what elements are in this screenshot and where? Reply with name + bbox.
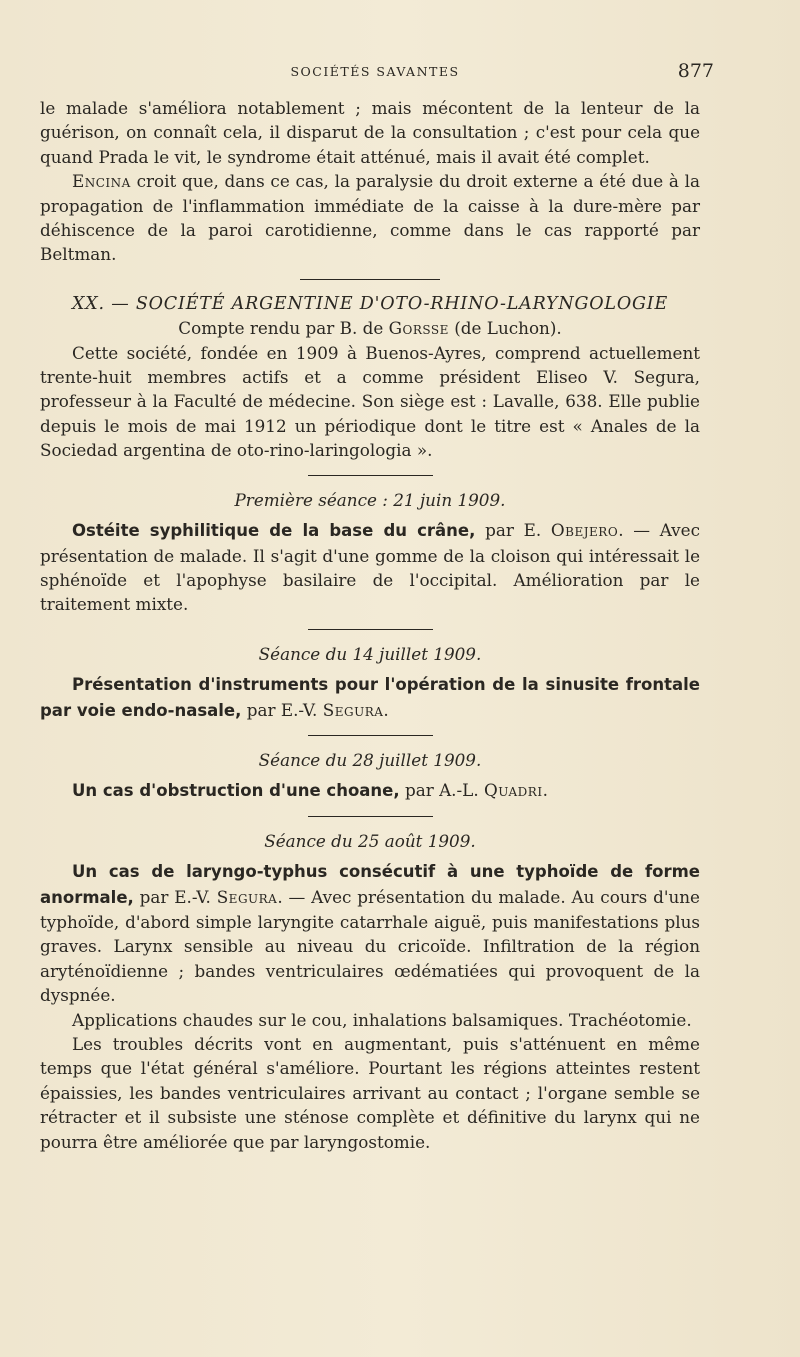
session-entry <box>40 859 700 1007</box>
communication-by: par E.-V. <box>133 886 217 907</box>
divider <box>308 475 433 476</box>
communication-title: Présentation d'instruments pour l'opération de la sinusite frontale par voie endo-nasale, <box>40 675 700 720</box>
divider <box>308 816 433 817</box>
communication-author: Segura <box>322 699 384 720</box>
section-title: XX. — SOCIÉTÉ ARGENTINE D'OTO-RHINO-LARYNGOLOGIE <box>71 293 669 314</box>
communication-author: Segura <box>216 886 278 907</box>
communication-text: . <box>542 780 548 801</box>
communication-text: . <box>383 699 389 720</box>
session-entry <box>40 518 700 617</box>
divider <box>308 735 433 736</box>
session-paragraph: Applications chaudes sur le cou, inhalations balsamiques. Trachéotomie. <box>72 1009 692 1030</box>
byline-suffix: (de Luchon). <box>448 318 562 339</box>
communication-text: . — Avec présentation du malade. Au cours d'une typhoïde, d'abord simple laryngite catarrhale aiguë, puis manifestations plus graves. Larynx sensible au niveau du cricoïde. Infiltration de la région aryténoïdienne ; bandes ventriculaires œdématiées qui provoquent de la dyspnée. <box>40 886 700 1006</box>
byline-prefix: Compte rendu par B. de <box>178 318 389 339</box>
society-description: Cette société, fondée en 1909 à Buenos-Ayres, comprend actuellement trente-huit membres actifs et a comme président Eliseo V. Segura, professeur à la Faculté de médecine. Son siège est : Lavalle, 638. Elle publie depuis le mois de mai 1912 un périodique dont le titre est « Anales de la Sociedad argentina de oto-rino-laringologia ». <box>40 342 700 461</box>
intro-paragraph-2 <box>40 169 700 267</box>
page-header <box>40 60 714 84</box>
session-date: Première séance : 21 juin 1909. <box>234 489 506 510</box>
session-date: Séance du 14 juillet 1909. <box>258 643 482 664</box>
communication-author: Quadri <box>484 780 543 801</box>
session-entry <box>40 672 700 723</box>
session-date: Séance du 25 août 1909. <box>264 830 476 851</box>
communication-by: par E.-V. <box>241 699 323 720</box>
session-paragraph: Les troubles décrits vont en augmentant, puis s'atténuent en même temps que l'état général s'améliore. Pourtant les régions atteintes restent épaissies, les bandes ventriculaires arrivant au contact ; l'organe semble se rétracter et il subsiste une sténose complète et définitive du larynx qui ne pourra être améliorée que par laryngostomie. <box>40 1034 700 1152</box>
communication-by: par E. <box>475 520 551 541</box>
author-name: Encina <box>72 171 131 192</box>
running-title: SOCIÉTÉS SAVANTES <box>290 64 460 79</box>
paragraph-text: croit que, dans ce cas, la paralysie du droit externe a été due à la propagation de l'inflammation immédiate de la caisse à la dure-mère par déhiscence de la paroi carotidienne, comme dans le cas rapporté par Beltman. <box>40 171 700 265</box>
session-date: Séance du 28 juillet 1909. <box>258 749 482 770</box>
communication-author: Obejero <box>550 520 619 541</box>
byline-author: Gorsse <box>388 318 449 339</box>
divider <box>308 629 433 630</box>
divider <box>300 279 440 280</box>
page-number: 877 <box>677 60 714 82</box>
report-byline <box>40 316 700 340</box>
communication-title: Ostéite syphilitique de la base du crâne, <box>72 521 476 541</box>
communication-by: par A.-L. <box>399 780 484 801</box>
communication-text: . — Avec présentation de malade. Il s'agit d'une gomme de la cloison qui intéressait le sphénoïde et l'apophyse basilaire de l'occipital. Amélioration par le traitement mixte. <box>40 520 700 615</box>
session-entry <box>40 778 700 803</box>
intro-paragraph-1: le malade s'améliora notablement ; mais mécontent de la lenteur de la guérison, on connaît cela, il disparut de la consultation ; c'est pour cela que quand Prada le vit, le syndrome était atténué, mais il avait été complet. <box>40 98 700 167</box>
communication-title: Un cas d'obstruction d'une choane, <box>72 781 400 801</box>
page-body <box>40 96 700 1154</box>
communication-title: Un cas de laryngo-typhus consécutif à une typhoïde de forme anormale, <box>40 862 700 907</box>
